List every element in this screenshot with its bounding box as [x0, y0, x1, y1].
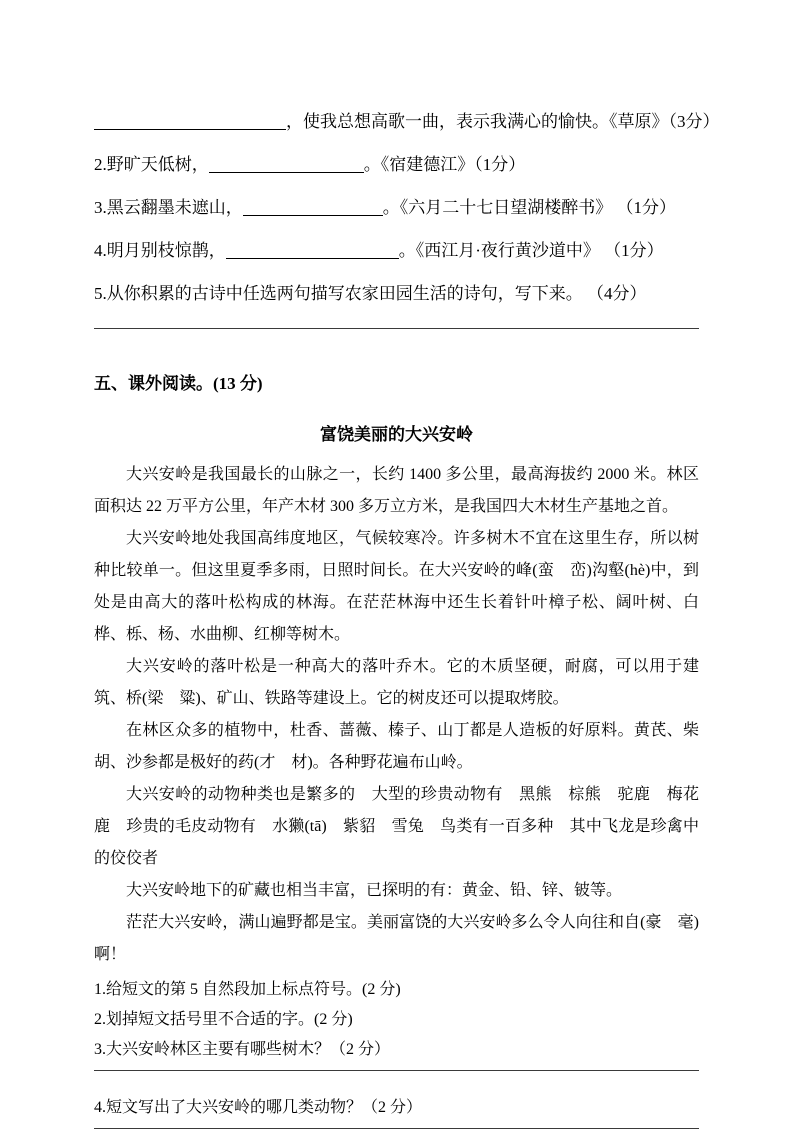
- poetry-question-line: [94, 237, 699, 265]
- reading-question: 4.短文写出了大兴安岭的哪几类动物？（2 分）: [94, 1099, 423, 1116]
- question-text: 。《六月二十七日望湖楼醉书》 （1分）: [382, 198, 676, 217]
- question-text: 。《西江月·夜行黄沙道中》 （1分）: [398, 241, 664, 260]
- question-text: ，使我总想高歌一曲，表示我满心的愉快。《草原》（3分）: [286, 112, 720, 131]
- fill-in-blank[interactable]: [209, 156, 364, 173]
- reading-question: 3.大兴安岭林区主要有哪些树木？（2 分）: [94, 1041, 391, 1058]
- passage-paragraph: 在林区众多的植物中，杜香、蔷薇、榛子、山丁都是人造板的好原料。黄芪、柴胡、沙参都是极好的药(才 材)。各种野花遍布山岭。: [94, 722, 699, 771]
- passage-paragraph: 大兴安岭地处我国高纬度地区，气候较寒冷。许多树木不宜在这里生存，所以树种比较单一。但这里夏季多雨，日照时间长。在大兴安岭的峰(蛮 峦)沟壑(hè)中，到处是由高大的落叶松构成的林海。在茫茫林海中还生长着针叶樟子松、阔叶树、白桦、栎、杨、水曲柳、红柳等树木。: [94, 530, 699, 643]
- reading-questions: [94, 975, 699, 1129]
- passage-paragraph: 大兴安岭的落叶松是一种高大的落叶乔木。它的木质坚硬，耐腐，可以用于建筑、桥(梁 粱)、矿山、铁路等建设上。它的树皮还可以提取烤胶。: [94, 658, 699, 707]
- reading-question: 2.划掉短文括号里不合适的字。(2 分): [94, 1011, 353, 1028]
- fill-in-blank[interactable]: [243, 199, 383, 216]
- question-text: 4.明月别枝惊鹊，: [94, 241, 226, 260]
- passage-paragraph: 茫茫大兴安岭，满山遍野都是宝。美丽富饶的大兴安岭多么令人向往和自(豪 毫)啊！: [94, 914, 699, 963]
- passage-paragraph: 大兴安岭是我国最长的山脉之一，长约 1400 多公里，最高海拔约 2000 米。林区面积达 22 万平方公里，年产木材 300 多万立方米，是我国四大木材生产基地之首。: [94, 466, 699, 515]
- question-text: 2.野旷天低树，: [94, 155, 209, 174]
- poetry-answer-writing-line[interactable]: [94, 323, 699, 329]
- poetry-fill-in-section: [94, 108, 720, 329]
- passage-paragraph: 大兴安岭地下的矿藏也相当丰富，已探明的有：黄金、铅、锌、铍等。: [126, 882, 623, 899]
- question-text: 3.黑云翻墨未遮山，: [94, 198, 243, 217]
- passage-paragraph: 大兴安岭的动物种类也是繁多的 大型的珍贵动物有 黑熊 棕熊 驼鹿 梅花鹿 珍贵的毛皮动物有 水獭(tā) 紫貂 雪兔 鸟类有一百多种 其中飞龙是珍禽中的佼佼者: [94, 786, 699, 867]
- section-heading: 五、课外阅读。(13 分): [94, 374, 263, 393]
- passage-title: 富饶美丽的大兴安岭: [320, 425, 473, 444]
- question-text: 5.从你积累的古诗中任选两句描写农家田园生活的诗句，写下来。 （4分）: [94, 284, 647, 303]
- poetry-lines: [94, 108, 720, 308]
- reading-question: 1.给短文的第 5 自然段加上标点符号。(2 分): [94, 981, 401, 998]
- question-text: 。《宿建德江》（1分）: [363, 155, 526, 174]
- fill-in-blank[interactable]: [226, 242, 399, 259]
- poetry-question-line: [94, 108, 720, 136]
- fill-in-blank[interactable]: [94, 113, 286, 130]
- answer-writing-line[interactable]: [94, 1123, 699, 1129]
- poetry-question-line: [94, 194, 699, 222]
- poetry-question-line: [94, 151, 699, 179]
- answer-writing-line[interactable]: [94, 1065, 699, 1071]
- reading-section: [94, 369, 699, 1129]
- passage-body: [94, 459, 699, 971]
- poetry-question-line: [94, 280, 699, 308]
